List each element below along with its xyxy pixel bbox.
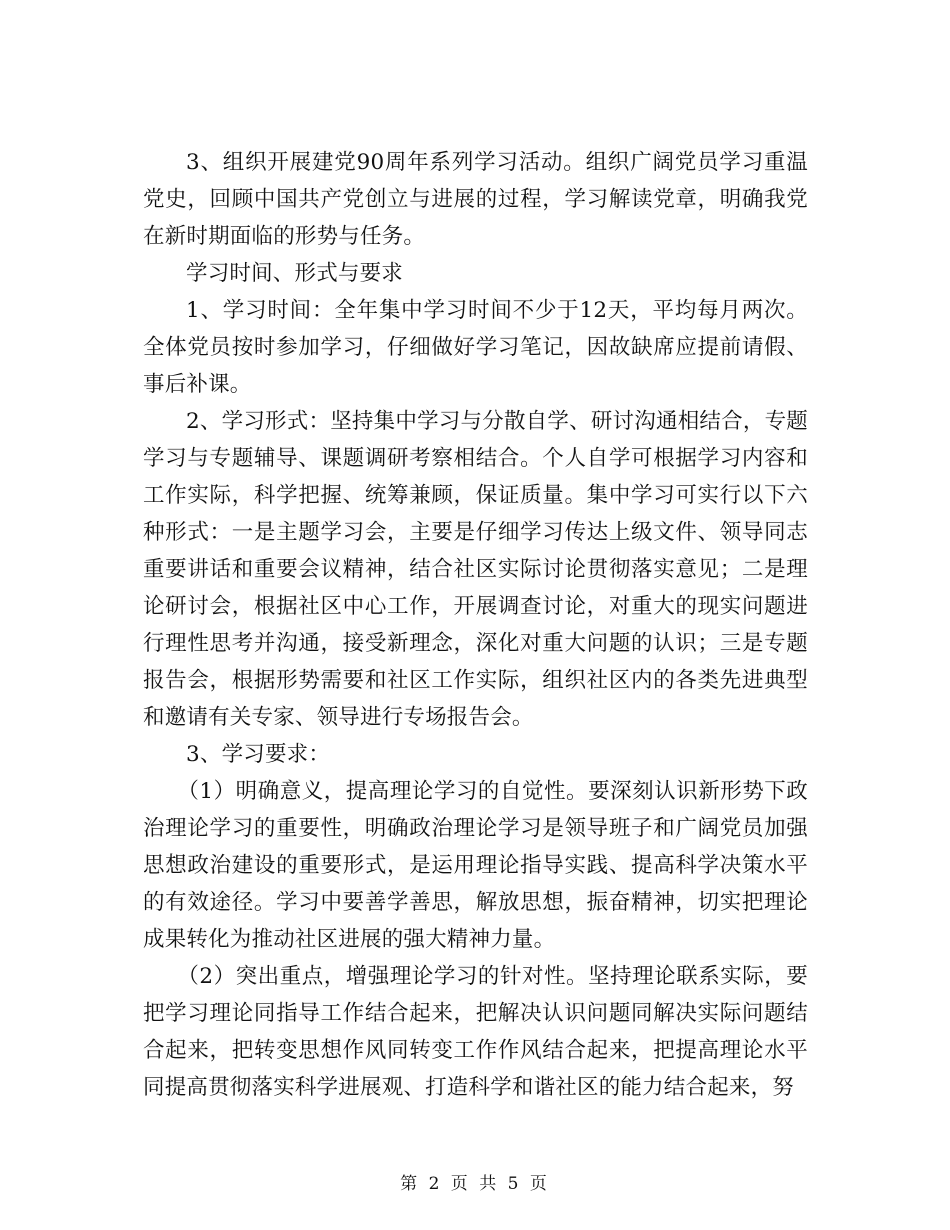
section-heading-study-time-form-requirements: 学习时间、形式与要求 xyxy=(186,261,404,286)
paragraph-study-requirements: 3、学习要求： xyxy=(186,742,331,767)
paragraph-requirement-2: （2）突出重点，增强理论学习的针对性。坚持理论联系实际，要把学习理论同指导工作结合起来，把解决认识问题同解决实际问题结合起来，把转变思想作风同转变工作作风结合起来，把提高理论水平同提高贯彻落实科学进展观、打造科学和谐社区的能力结合起来，努 xyxy=(143,964,808,1100)
page-number-footer: 第 2 页 共 5 页 xyxy=(400,1174,550,1194)
paragraph-requirement-1: （1）明确意义，提高理论学习的自觉性。要深刻认识新形势下政治理论学习的重要性，明确政治理论学习是领导班子和广阔党员加强思想政治建设的重要形式，是运用理论指导实践、提高科学决策水平的有效途径。学习中要善学善思，解放思想，振奋精神，切实把理论成果转化为推动社区进展的强大精神力量。 xyxy=(143,779,808,952)
paragraph-activity-90th: 3、组织开展建党90周年系列学习活动。组织广阔党员学习重温党史，回顾中国共产党创立与进展的过程，学习解读党章，明确我党在新时期面临的形势与任务。 xyxy=(143,150,808,249)
document-body xyxy=(143,144,808,1106)
paragraph-study-time: 1、学习时间：全年集中学习时间不少于12天，平均每月两次。全体党员按时参加学习，仔细做好学习笔记，因故缺席应提前请假、事后补课。 xyxy=(143,298,808,397)
paragraph-study-form: 2、学习形式：坚持集中学习与分散自学、研讨沟通相结合，专题学习与专题辅导、课题调研考察相结合。个人自学可根据学习内容和工作实际，科学把握、统筹兼顾，保证质量。集中学习可实行以下六种形式：一是主题学习会，主要是仔细学习传达上级文件、领导同志重要讲话和重要会议精神，结合社区实际讨论贯彻落实意见；二是理论研讨会，根据社区中心工作，开展调查讨论，对重大的现实问题进行理性思考并沟通，接受新理念，深化对重大问题的认识；三是专题报告会，根据形势需要和社区工作实际，组织社区内的各类先进典型和邀请有关专家、领导进行专场报告会。 xyxy=(143,409,808,730)
